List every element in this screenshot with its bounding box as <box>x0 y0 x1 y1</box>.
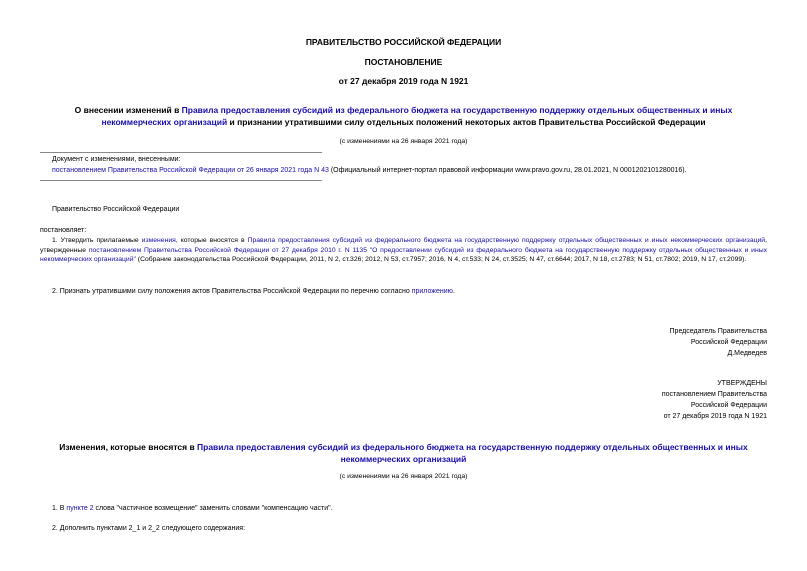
item1-text-a: 1. В <box>52 505 67 512</box>
item1-point-link[interactable]: пункте 2 <box>66 505 94 512</box>
amendments-line <box>52 166 687 175</box>
paragraph-1 <box>40 236 767 265</box>
changes-heading <box>40 441 767 465</box>
p1-rules-link[interactable]: Правила предоставления субсидий из федерального бюджета на государственную поддержку отдельных общественных и иных некоммерческих организаций <box>247 237 766 244</box>
amendments-source: (Официальный интернет-портал правовой информации www.pravo.gov.ru, 28.01.2021, N 0001202101280016). <box>328 167 687 174</box>
paragraph-2 <box>52 287 455 296</box>
issuer: Правительство Российской Федерации <box>52 206 180 213</box>
approved-country: Российской Федерации <box>690 402 767 409</box>
p1-text-a: 1. Утвердить прилагаемые <box>52 237 142 244</box>
decree-word: постановляет: <box>40 227 87 234</box>
title-suffix: и признании утратившими силу отдельных положений некоторых актов Правительства Российской Федерации <box>227 117 706 127</box>
title-edition: (с изменениями на 26 января 2021 года) <box>339 138 468 145</box>
p2-text-a: 2. Признать утратившими силу положения актов Правительства Российской Федерации по перечню согласно <box>52 288 412 295</box>
p1-decree-link[interactable]: постановлением Правительства Российской Федерации от 27 декабря 2010 г. N 1135 "О предоставлении субсидий из федерального бюджета на государственную поддержку отдельных общественных и иных некоммерческих организаций" <box>40 246 767 263</box>
p2-appendix-link[interactable]: приложению <box>411 288 453 295</box>
amendments-decree-link[interactable]: постановлением Правительства Российской Федерации от 26 января 2021 года N 43 <box>52 167 329 174</box>
document-date-number: от 27 декабря 2019 года N 1921 <box>338 76 469 86</box>
signature-title: Председатель Правительства <box>669 328 767 335</box>
p1-text-b: , которые вносятся в <box>175 237 248 244</box>
changes-edition: (с изменениями на 26 января 2021 года) <box>339 473 468 480</box>
p2-text-b: . <box>452 288 455 295</box>
signature-country: Российской Федерации <box>690 339 767 346</box>
amendments-top-rule <box>40 152 322 153</box>
item1-text-b: слова "частичное возмещение" заменить словами "компенсацию части". <box>93 505 333 512</box>
approved-heading: УТВЕРЖДЕНЫ <box>717 380 767 387</box>
change-item-2: 2. Дополнить пунктами 2_1 и 2_2 следующего содержания: <box>52 525 246 532</box>
government-name: ПРАВИТЕЛЬСТВО РОССИЙСКОЙ ФЕДЕРАЦИИ <box>305 37 502 47</box>
approved-date: от 27 декабря 2019 года N 1921 <box>663 413 767 420</box>
changes-prefix: Изменения, которые вносятся в <box>59 442 198 452</box>
changes-rules-link[interactable]: Правила предоставления субсидий из федерального бюджета на государственную поддержку отдельных общественных и иных некоммерческих организаций <box>197 442 748 464</box>
signature-name: Д.Медведев <box>727 350 767 357</box>
p1-changes-link[interactable]: изменения <box>141 237 176 244</box>
title-prefix: О внесении изменений в <box>74 105 182 115</box>
approved-by: постановлением Правительства <box>661 391 767 398</box>
p1-text-d: (Собрание законодательства Российской Федерации, 2011, N 2, ст.326; 2012, N 53, ст.7957; 2016, N 4, ст.533; N 24, ст.3525; N 47, ст.6644; 2017, N 18, ст.2783; N 51, ст.7802; 2019, N 17, ст.2099). <box>135 256 747 263</box>
amendments-label: Документ с изменениями, внесенными: <box>52 156 181 163</box>
title-rules-link[interactable]: Правила предоставления субсидий из федерального бюджета на государственную поддержку отдельных общественных и иных некоммерческих организаций <box>101 105 733 127</box>
amendments-bottom-rule <box>40 180 322 181</box>
change-item-1 <box>52 504 333 513</box>
p1-text-c: , утвержденные <box>40 237 767 254</box>
document-type: ПОСТАНОВЛЕНИЕ <box>364 57 443 67</box>
document-title <box>40 104 767 128</box>
